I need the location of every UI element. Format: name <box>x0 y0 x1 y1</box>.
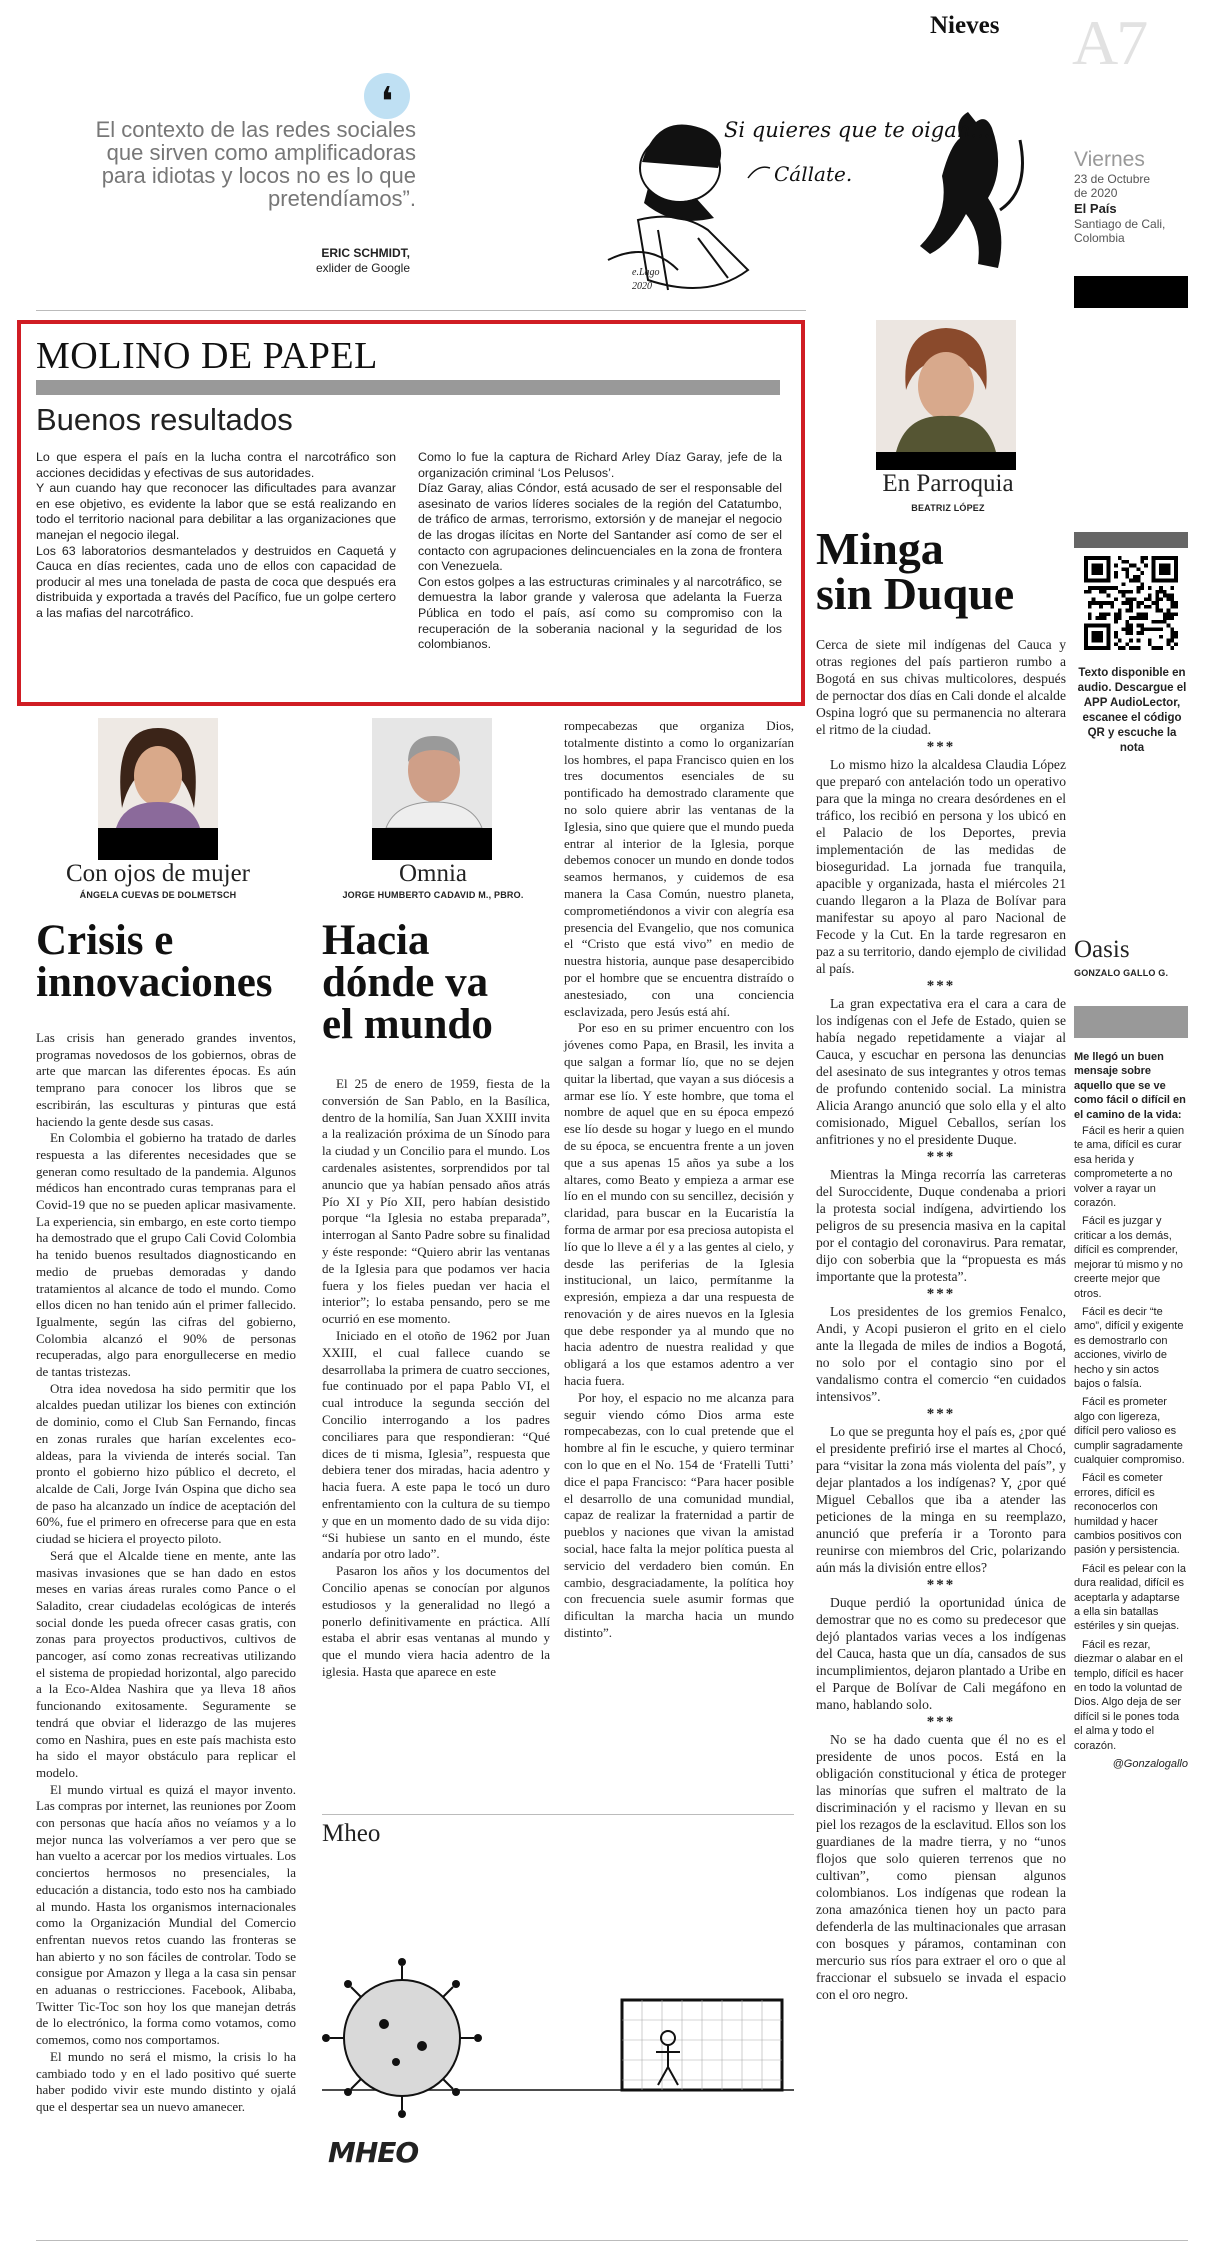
separator: *** <box>926 1149 956 1165</box>
paragraph: Mientras la Minga recorría las carreteras del Suroccidente, Duque condenaba a priori la protesta social indígena, advirtiendo los peligros de su presencia masiva en la capital por el contagio del coronavirus. Para rematar, dijo con soberbia que la “propuesta es más importante que la protesta”. <box>816 1167 1066 1284</box>
column-kicker: Con ojos de mujer <box>65 860 250 887</box>
newspaper-name: El País <box>1074 201 1117 216</box>
paragraph: Las crisis han generado grandes inventos, programas novedosos de los gobiernos, obras de arte que marcan las diferentes épocas. Es aún temprano para conocer los libros que se escribirán, las esculturas y pinturas que está haciendo la gente desde sus casas. <box>36 1030 296 1129</box>
column-kicker: Oasis <box>1074 936 1130 963</box>
sidebar-grey-bar <box>1074 532 1188 548</box>
editorial-left-column <box>36 450 396 622</box>
section-name: Nieves <box>930 12 1000 39</box>
cartoon-rule <box>322 1814 794 1815</box>
paragraph: No se ha dado cuenta que él no es el presidente de unos pocos. Está en la obligación constitucional y ética de proteger las minorías que sufren el maltrato de la discriminación y el racismo y llevan en su piel los rezagos de la esclavitud. Ellos son los guardianes de la madre tierra, y no “unos flojos que solo quieren terrenos que no cultivan”, como piensan algunos colombianos. Los indígenas que rodean la zona amazónica tienen hoy un pacto para defenderla de las multinacionales que arrasan con bosques y páramos, contaminan con mercurio sus ríos para extraer el oro o que al fraccionar el subsuelo se invada el espacio con el oro negro. <box>816 1732 1066 2002</box>
sidebar-grey-bar <box>1074 1006 1188 1038</box>
paragraph: Otra idea novedosa ha sido permitir que los alcaldes puedan utilizar los bienes con extinción de dominio, como el Club San Fernando, fincas en zonas rurales que harían excelentes eco-aldeas, para la vivienda de interés social. Tan pronto el gobierno hizo público el decreto, el alcalde de Cali, Jorge Iván Ospina que dicho sea de paso ha alcanzado un índice de aceptación del 60%, fue el primero en ofrecerse para que en esta ciudad se hiciera el proyecto piloto. <box>36 1380 296 1547</box>
author-photo-beatriz <box>876 320 1016 452</box>
paragraph: Por eso en su primer encuentro con los jóvenes como Papa, en Brasil, les invita a que salgan a formar lío, que no se dejen quitar la libertad, que vayan a sus diócesis a armar ese lío. Y este hombre, que toma el nombre de aquel que en su época empezó ese lío desde su hogar y luego en el mundo de su época, se encuentra frente a un joven que a sus apenas 15 años ya sube a los altares, como Beato y empieza a armar ese lío en el mundo con su sencillez, decisión y claridad, para buscar en la Eucaristía la forma de armar por esa preciosa autopista el lío que lo lleve a él y a las gentes al cielo, y desde las periferias de la Iglesia institucional, un laico, permítanme la expresión, empieza a dar una respuesta de renovación y de aires nuevos en la Iglesia que debe responder ya al mundo que no hacia adentro de nuestra realidad y que obligará a los que estamos adentro a ver hacia fuera. <box>564 1020 794 1389</box>
editorial-headline: Buenos resultados <box>36 402 293 437</box>
paragraph: Lo mismo hizo la alcaldesa Claudia López que preparó con antelación todo un operativo para que la minga no creara desórdenes en el tráfico, los recibió en persona y los ubicó en el Palacio de los Deportes, previa implementación de las medidas de bioseguridad. La jornada fue tranquila, apacible y organizada, hasta el miércoles 21 cuando llegaron a la Plaza de Bolívar para manifestar su apoyo al paro Nacional de Fecode y la Cut. En la tarde regresaron en paz a su territorio, dando ejemplo de civilidad al país. <box>816 757 1066 976</box>
author-photo-angela <box>98 718 218 828</box>
author-photo-jorge <box>372 718 492 828</box>
paragraph: El mundo no será el mismo, la crisis lo ha cambiado todo y en el lado positivo qué suerte haber podido vivir este mundo distinto y ojalá que el despertar sea un nuevo amanecer. <box>36 2048 296 2114</box>
parroquia-body <box>816 636 1066 2003</box>
column-author: GONZALO GALLO G. <box>1074 968 1169 978</box>
paragraph: Díaz Garay, alias Cóndor, está acusado de ser el responsable del asesinato de varios líderes sociales de la región del Catatumbo, de tráfico de armas, terrorismo, extorsión y de manejar el negocio de las drogas ilícitas en Norte del Santander así como de ser el contacto con agrupaciones delincuenciales en la zona de frontera con Venezuela. <box>418 481 782 574</box>
city-line: Santiago de Cali, <box>1074 217 1166 231</box>
cartoon-speech-1: Si quieres que te oigan... <box>724 118 991 142</box>
paragraph: Con estos golpes a las estructuras criminales y al narcotráfico, se demuestra la labor grande y valerosa que adelanta la Fuerza Pública en todo el país, así como su compromiso con la recuperación de la soberania nacional y la seguridad de los colombianos. <box>418 574 782 652</box>
date-line: de 2020 <box>1074 186 1118 200</box>
qr-code-icon[interactable] <box>1084 556 1178 650</box>
paragraph: Por hoy, el espacio no me alcanza para seguir viendo cómo Dios arma este rompecabezas, con lo cual pretende que el hombre al fin le escuche, y quiero terminar con lo que en el No. 154 de ‘Fratelli Tutti’ dice el papa Francisco: “Para hacer posible el desarrollo de una comunidad mundial, capaz de realizar la fraternidad a partir de pueblos y naciones que vivan la amistad social, hace falta la mejor política puesta al servicio del verdadero bien común. En cambio, desgraciadamente, la política hoy con frecuencia suele asumir formas que dificultan la marcha hacia un mundo distinto”. <box>564 1389 794 1641</box>
paragraph: El mundo virtual es quizá el mayor invento. Las compras por internet, las reuniones por Zoom con personas que hacía años no veíamos y a lo mejor nunca las volveríamos a ver pero que se han vuelto a acercar por los medios virtuales. Los conciertos hermosos no presenciales, la educación a distancia, todo esto nos ha cambiado al mundo. Hasta los organismos internacionales como la Organización Mundial del Comercio enfrentan nuevos retos cuando las fronteras se han abierto y no son fáciles de controlar. Todo se consigue por Amazon y llega a la casa sin pensar en aduanas o restricciones. Facebook, Alibaba, Twitter Tic-Toc son hoy los que manejan detrás de lo electrónico, la forma como votamos, como comemos, como nos comportamos. <box>36 1781 296 2048</box>
cartoon-signature: MHEO <box>328 2136 419 2169</box>
paragraph: Fácil es prometer algo con ligereza, difícil pero valioso es cumplir sagradamente cualquier compromiso. <box>1074 1396 1185 1466</box>
column-author: ÁNGELA CUEVAS DE DOLMETSCH <box>79 890 237 900</box>
weekday: Viernes <box>1074 148 1145 171</box>
editorial-bar <box>36 380 780 395</box>
editorial-right-column <box>418 450 782 653</box>
column-headline: Hacia dónde va el mundo <box>322 917 493 1049</box>
page-number: A7 <box>1072 7 1147 78</box>
separator: *** <box>926 739 956 755</box>
paragraph: Los 63 laboratorios desmantelados y destruidos en Caquetá y Cauca en días recientes, cada uno de ellos con capacidad de producir al mes una tonelada de pasta de coca que después era distribuida y exportada a través del Pacífico, fue un golpe certero a las mafias del narcotráfico. <box>36 543 396 620</box>
editorial-kicker: MOLINO DE PAPEL <box>36 335 378 377</box>
black-bar <box>98 828 218 860</box>
paragraph: Los presidentes de los gremios Fenalco, Andi, y Acopi pusieron el grito en el cielo ante la llegada de miles de indios a Bogotá, no solo por el contagio sino por el vandalismo contra el comercio “en cuidados intensivos”. <box>816 1304 1066 1404</box>
paragraph: Fácil es herir a quien te ama, difícil es curar esa herida y comprometerte a no volver a rayar un corazón. <box>1074 1125 1185 1210</box>
paragraph: rompecabezas que organiza Dios, totalmente distinto a como lo organizarían los hombres, el papa Francisco quien en los tres documentos esenciales de su pontificado ha demostrado claramente que no solo quiere abrir las ventanas de la Iglesia, sino que quiere que el mundo pueda entrar al interior de la Iglesia, porque debemos conocer un mundo en donde todos seamos hermanos, y cuidemos de esa manera la Casa Común, nuestro planeta, comprometiéndonos a vivir con alegría esa presencia del Evangelio, que nos comunica el “Cristo que está vivo” en medio de nuestra historia, aunque pase desapercibido por el hombre que se encuentra distraído o anestesiado, con una conciencia esclavizada, pero Jesús está ahí. <box>564 718 794 1019</box>
black-bar <box>876 452 1016 470</box>
paragraph: Me llegó un buen mensaje sobre aquello que se ve como fácil o difícil en el camino de la vida: <box>1074 1051 1186 1121</box>
omnia-body-col2 <box>564 718 794 1642</box>
paragraph: Y aun cuando hay que reconocer las dificultades para avanzar en ese objetivo, es evidente la labor que se está realizando en todo el territorio nacional para debilitar a las organizaciones que manejan el negocio ilegal. <box>36 481 396 542</box>
black-bar <box>1074 276 1188 308</box>
omnia-body-col1 <box>322 1076 550 1681</box>
paragraph: Será que el Alcalde tiene en mente, ante las masivas invasiones que se han dado en estos meses en varias áreas rurales como Pance o el Saladito, crear ciudadelas ecológicas de interés social donde les pueda ofrecer casas gratis, con zonas para proyectos productivos, cultivos de pancoger, así como zonas recreativas utilizando el sistema de propiedad horizontal, algo parecido a la Eco-Aldea Nashira que ya lleva 18 años funcionando exitosamente. Seguramente se tendrá que obviar el liderazgo de las mujeres como en Nashira, pues en este país machista esto ha sido el mayor obstáculo para replicar el modelo. <box>36 1547 296 1780</box>
twitter-handle[interactable]: @Gonzalogallo <box>1112 1758 1188 1771</box>
top-cartoon <box>588 60 1050 310</box>
column-author: BEATRIZ LÓPEZ <box>911 503 985 513</box>
column-author: JORGE HUMBERTO CADAVID M., PBRO. <box>342 890 524 900</box>
black-bar <box>372 828 492 860</box>
paragraph: Fácil es pelear con la dura realidad, difícil es aceptarla y adaptarse a ella sin batallas estériles y sin quejas. <box>1074 1562 1186 1633</box>
column-kicker: Omnia <box>398 860 468 887</box>
paragraph: Como lo fue la captura de Richard Arley Díaz Garay, jefe de la organización criminal ‘Los Pelusos’. <box>418 450 782 480</box>
portrait-icon <box>98 718 218 828</box>
angela-body <box>36 1030 296 2116</box>
column-kicker: En Parroquia <box>882 470 1014 497</box>
separator: *** <box>926 1577 956 1593</box>
qr-code-graphic <box>1084 556 1178 650</box>
city-line: Colombia <box>1074 231 1125 245</box>
date-block <box>1074 148 1194 245</box>
separator: *** <box>926 1406 956 1422</box>
column-headline: Minga sin Duque <box>816 523 1015 620</box>
paragraph: Duque perdió la oportunidad única de demostrar que no es como su predecesor que dejó plantados varias veces a los indígenas del Cauca, hasta que un día, cansados de sus incumplimientos, dejaron plantado a Uribe en el Parque de Bolívar de Cali megáfono en mano, hablando solo. <box>816 1595 1066 1712</box>
paragraph: Fácil es decir “te amo”, difícil y exigente es demostrarlo con acciones, vivirlo de hecho y sin actos bajos o falsía. <box>1074 1305 1184 1390</box>
paragraph: Cerca de siete mil indígenas del Cauca y otras regiones del país partieron rumbo a Bogotá en sus chivas multicolores, después de pernoctar dos días en Cali donde el alcalde Ospina logró que su permanencia no alterara el ritmo de la ciudad. <box>816 637 1066 737</box>
oasis-body <box>1074 1050 1188 1772</box>
cartoon-title: Mheo <box>322 1820 381 1847</box>
paragraph: En Colombia el gobierno ha tratado de darles respuesta a las diferentes necesidades que se generan como resultado de la pandemia. Algunos médicos han encontrado curas tempranas para el Covid-19 que no se pueden aplicar masivamente. La experiencia, sin embargo, en este corto tiempo ha demostrado que el grupo Cali Covid Colombia ha tenido buenos resultados diagnosticando en medio de pruebas demoradas y dando tratamientos al alcance de todo el mundo. Como ellos dicen no han tenido aún el primer fallecido. Igualmente, según las cifras del gobierno, Colombia alcanzó el 90% de personas recuperadas, algo para enorgullecerse en medio de tantas tristezas. <box>36 1130 296 1380</box>
quote-author: ERIC SCHMIDT, exlider de Google <box>315 246 410 275</box>
portrait-icon <box>372 718 492 828</box>
cartoon-speech-2: Cállate. <box>774 162 853 186</box>
separator: *** <box>926 978 956 994</box>
paragraph: El 25 de enero de 1959, fiesta de la conversión de San Pablo, en la Basílica, dentro de la homilía, San Juan XXIII invita a la realización próxima de un Sínodo para la ciudad y un Concilio para el mundo. Los cardenales asistentes, sorprendidos por tal anuncio que ya habían pensado años atrás Pío XI y Pío XII, pero habían desistido porque “la Iglesia no estaba preparada”, interrogan al Santo Padre sobre su finalidad y éste responde: “Quiero abrir las ventanas de la Iglesia para que podamos ver hacia fuera y los fieles puedan ver hacia el interior”; lo estaba pensando, pero se me ocurrió en ese momento. <box>322 1076 550 1327</box>
paragraph: Pasaron los años y los documentos del Concilio apenas se conocían por algunos estudiosos y la generalidad no llegó a ponerlo definitivamente en práctica. Allí estaba el abrir esas ventanas al mundo y que el mundo viera hacia adentro de la iglesia. Hasta que aparece en este <box>322 1563 550 1679</box>
portrait-icon <box>876 320 1016 452</box>
footer-rule <box>36 2240 1188 2241</box>
paragraph: Lo que se pregunta hoy el país es, ¿por qué el presidente prefirió irse el martes al Chocó, para “visitar la zona más violenta del país”, y dejar plantados a los indígenas? Y, ¿por qué Miguel Ceballos que iba a atender las peticiones de la minga en su reemplazo, anunció que prefería ir a Toronto para reunirse con miembros del Cric, polarizando aún más la división entre ellos? <box>816 1424 1066 1575</box>
audio-note: Texto disponible en audio. Descargue el APP AudioLector, escanee el código QR y escuche la nota <box>1077 667 1187 754</box>
cartoon-signature: e.Lago 2020 <box>632 267 660 292</box>
bottom-cartoon <box>322 1858 794 2196</box>
paragraph: Fácil es cometer errores, difícil es reconocerlos con humildad y hacer cambios positivos con pasión y persistencia. <box>1074 1472 1182 1557</box>
date-line: 23 de Octubre <box>1074 172 1151 186</box>
paragraph: Iniciado en el otoño de 1962 por Juan XXIII, el cual fallece cuando se desarrollaba la primera de cuatro secciones, fue continuado por el papa Pablo VI, el cual introduce la segunda sección del Concilio interrogando a los padres conciliares para que respondieran: “Qué dices de ti misma, Iglesia”, respuesta que debiera tener dos miradas, hacia adentro y hacia fuera. A este papa le tocó un duro enfrentamiento con la cultura de su tiempo y que en un momento dado de su vida dijo: “Si hubiese un santo en el mundo, éste andaría por otro lado”. <box>322 1327 550 1562</box>
paragraph: Fácil es juzgar y criticar a los demás, difícil es comprender, mejorar tú mismo y no creerte mejor que otros. <box>1074 1215 1183 1300</box>
header-rule <box>36 310 806 311</box>
separator: *** <box>926 1714 956 1730</box>
paragraph: Fácil es rezar, diezmar o alabar en el templo, difícil es hacer en todo la voluntad de Dios. Algo deja de ser difícil si le pones toda el alma y todo el corazón. <box>1074 1638 1184 1752</box>
paragraph: Lo que espera el país en la lucha contra el narcotráfico son acciones decididas y efectivas de sus autoridades. <box>36 450 396 480</box>
separator: *** <box>926 1286 956 1302</box>
paragraph: La gran expectativa era el cara a cara de los indígenas con el Jefe de Estado, quien se había negado repetidamente a viajar al Cauca, y escuchar en persona las denuncias del asesinato de sus integrantes y otros temas de profundo contenido social. La ministra Alicia Arango anunció que solo ella y el alto comisionado, Miguel Ceballos, serían los anfitriones y no el presidente Duque. <box>816 996 1066 1147</box>
column-headline: Crisis e innovaciones <box>36 917 273 1007</box>
quote-text: El contexto de las redes sociales que sirven como amplificadoras para idiotas y locos no es lo que pretendíamos”. <box>95 117 416 211</box>
quote-mark-icon: ❛ <box>364 73 410 119</box>
